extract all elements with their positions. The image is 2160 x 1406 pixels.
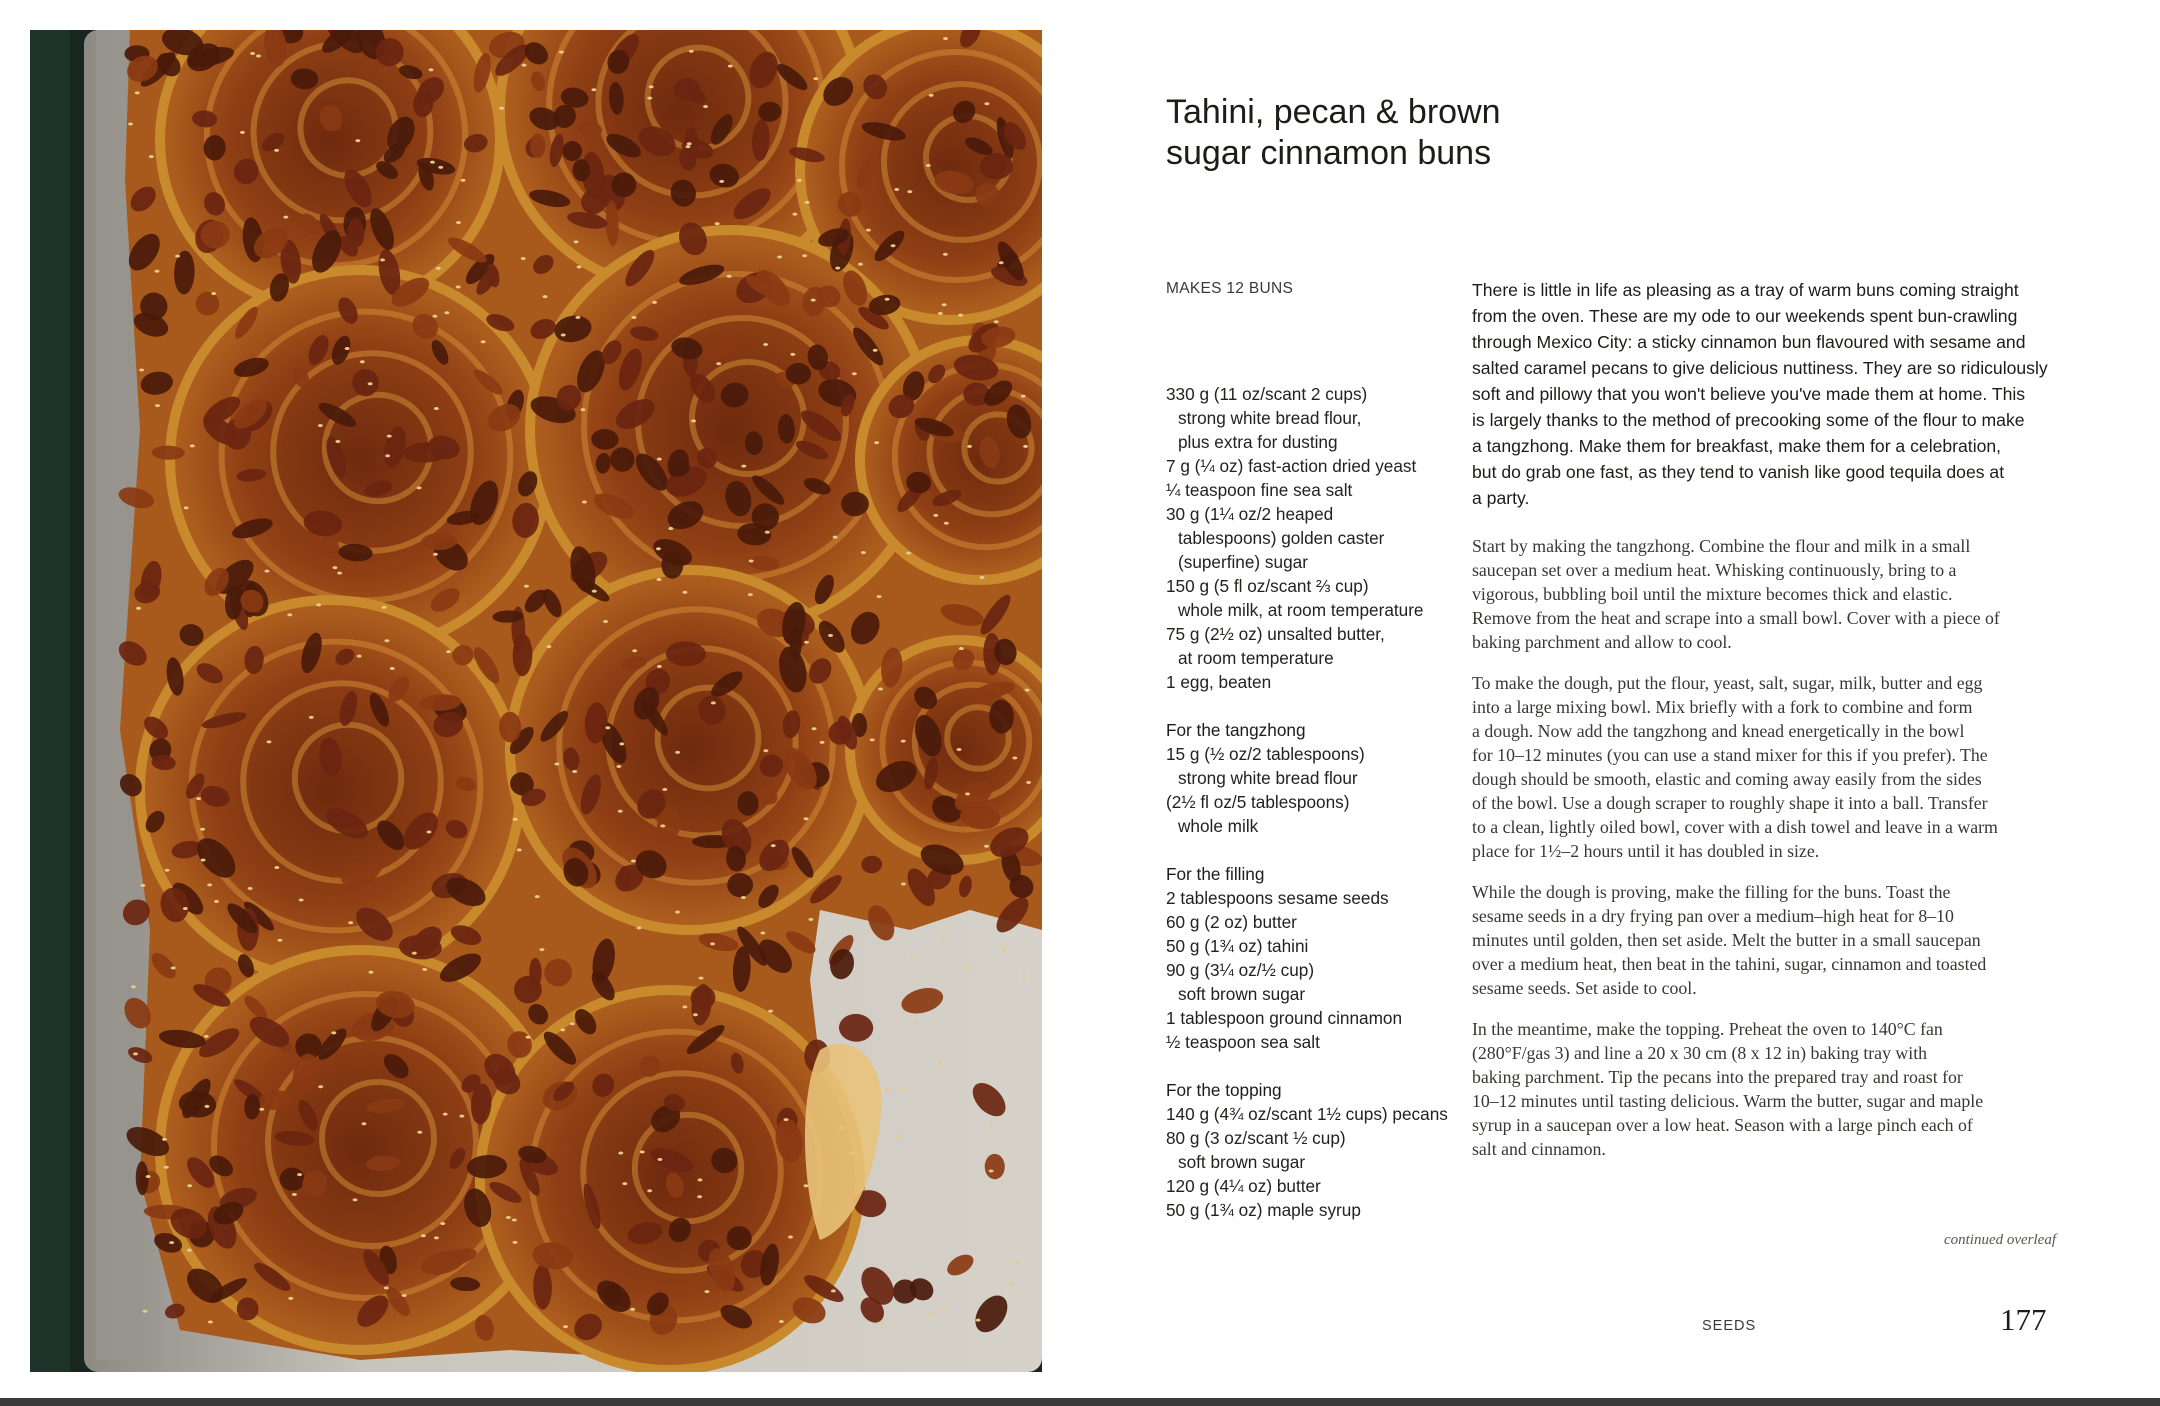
- method-line: to a clean, lightly oiled bowl, cover with a dish towel and leave in a warm: [1472, 817, 1998, 837]
- ingredients-tangzhong: [1166, 718, 1466, 838]
- method-line: salt and cinnamon.: [1472, 1139, 1606, 1159]
- continued-note: continued overleaf: [1943, 1232, 2056, 1248]
- page-number: 177: [2000, 1302, 2047, 1337]
- method-paragraph: [1472, 671, 2062, 863]
- section-label: SEEDS: [1702, 1318, 1757, 1334]
- ingredient-line: 1 egg, beaten: [1166, 672, 1272, 692]
- ingredient-line: ½ teaspoon sea salt: [1166, 1032, 1320, 1052]
- ingredient-line: soft brown sugar: [1178, 1152, 1306, 1172]
- tangzhong-heading: For the tangzhong: [1166, 720, 1306, 740]
- method-line: baking parchment and allow to cool.: [1472, 632, 1732, 652]
- cinnamon-buns-illustration: [30, 30, 1042, 1372]
- ingredient-line: 50 g (1¾ oz) tahini: [1166, 936, 1309, 956]
- method-line: over a medium heat, then beat in the tahini, sugar, cinnamon and toasted: [1472, 954, 1987, 974]
- ingredients-dough: [1166, 382, 1466, 694]
- ingredient-line: 75 g (2½ oz) unsalted butter,: [1166, 624, 1385, 644]
- method-line: While the dough is proving, make the filling for the buns. Toast the: [1472, 882, 1951, 902]
- ingredient-line: ¼ teaspoon fine sea salt: [1166, 480, 1353, 500]
- ingredient-line: strong white bread flour: [1178, 768, 1358, 788]
- ingredient-line: 1 tablespoon ground cinnamon: [1166, 1008, 1403, 1028]
- method-line: 10–12 minutes until tasting delicious. Warm the butter, sugar and maple: [1472, 1091, 1984, 1111]
- method-line: Remove from the heat and scrape into a small bowl. Cover with a piece of: [1472, 608, 2000, 628]
- ingredients-filling: [1166, 862, 1466, 1054]
- method-line: minutes until golden, then set aside. Melt the butter in a small saucepan: [1472, 930, 1981, 950]
- ingredient-line: 80 g (3 oz/scant ½ cup): [1166, 1128, 1346, 1148]
- ingredient-line: plus extra for dusting: [1178, 432, 1338, 452]
- method-line: dough should be smooth, elastic and coming away easily from the sides: [1472, 769, 1982, 789]
- intro-line: is largely thanks to the method of precooking some of the flour to make: [1472, 410, 2025, 430]
- method-line: sesame seeds. Set aside to cool.: [1472, 978, 1697, 998]
- intro-line: salted caramel pecans to give delicious nuttiness. They are so ridiculously: [1472, 358, 2048, 378]
- ingredient-line: 7 g (¼ oz) fast-action dried yeast: [1166, 456, 1417, 476]
- ingredient-line: 150 g (5 fl oz/scant ⅔ cup): [1166, 576, 1369, 596]
- ingredient-line: at room temperature: [1178, 648, 1334, 668]
- method-line: syrup in a saucepan over a low heat. Season with a large pinch each of: [1472, 1115, 1973, 1135]
- method-line: To make the dough, put the flour, yeast, salt, sugar, milk, butter and egg: [1472, 673, 1983, 693]
- ingredient-line: soft brown sugar: [1178, 984, 1306, 1004]
- intro-line: a party.: [1472, 488, 1530, 508]
- method-line: Start by making the tangzhong. Combine the flour and milk in a small: [1472, 536, 1971, 556]
- ingredient-line: whole milk: [1178, 816, 1259, 836]
- ingredient-line: 60 g (2 oz) butter: [1166, 912, 1297, 932]
- method-paragraph: [1472, 1017, 2062, 1161]
- recipe-intro: [1472, 277, 2062, 511]
- method-line: baking parchment. Tip the pecans into the prepared tray and roast for: [1472, 1067, 1963, 1087]
- method-paragraph: [1472, 880, 2062, 1000]
- ingredient-line: strong white bread flour,: [1178, 408, 1362, 428]
- ingredient-line: 140 g (4¾ oz/scant 1½ cups) pecans: [1166, 1104, 1448, 1124]
- method-paragraph: [1472, 534, 2062, 654]
- title-line-1: Tahini, pecan & brown: [1166, 93, 1501, 131]
- method-line: vigorous, bubbling boil until the mixture becomes thick and elastic.: [1472, 584, 1953, 604]
- method-line: (280°F/gas 3) and line a 20 x 30 cm (8 x 12 in) baking tray with: [1472, 1043, 1928, 1063]
- ingredient-line: 30 g (1¼ oz/2 heaped: [1166, 504, 1334, 524]
- filling-heading: For the filling: [1166, 864, 1265, 884]
- yield-label: MAKES 12 BUNS: [1166, 280, 1294, 297]
- intro-line: through Mexico City: a sticky cinnamon bun flavoured with sesame and: [1472, 332, 2026, 352]
- method-line: for 10–12 minutes (you can use a stand mixer for this if you prefer). The: [1472, 745, 1988, 765]
- ingredient-line: 2 tablespoons sesame seeds: [1166, 888, 1389, 908]
- recipe-method: [1472, 534, 2062, 1178]
- method-line: In the meantime, make the topping. Preheat the oven to 140°C fan: [1472, 1019, 1943, 1039]
- recipe-title: [1166, 92, 1766, 174]
- page-bottom-edge: [0, 1398, 2160, 1406]
- intro-line: from the oven. These are my ode to our weekends spent bun-crawling: [1472, 306, 2018, 326]
- method-line: a dough. Now add the tangzhong and knead energetically in the bowl: [1472, 721, 1965, 741]
- ingredient-line: 120 g (4¼ oz) butter: [1166, 1176, 1321, 1196]
- intro-line: soft and pillowy that you won't believe you've made them at home. This: [1472, 384, 2026, 404]
- intro-line: There is little in life as pleasing as a tray of warm buns coming straight: [1472, 280, 2019, 300]
- ingredient-line: 90 g (3¼ oz/½ cup): [1166, 960, 1315, 980]
- intro-line: but do grab one fast, as they tend to vanish like good tequila does at: [1472, 462, 2005, 482]
- ingredients-list: [1166, 382, 1466, 1246]
- ingredient-line: (2½ fl oz/5 tablespoons): [1166, 792, 1350, 812]
- ingredient-line: tablespoons) golden caster: [1178, 528, 1385, 548]
- ingredients-topping: [1166, 1078, 1466, 1222]
- method-line: into a large mixing bowl. Mix briefly with a fork to combine and form: [1472, 697, 1973, 717]
- method-line: place for 1½–2 hours until it has doubled in size.: [1472, 841, 1820, 861]
- ingredient-line: whole milk, at room temperature: [1178, 600, 1424, 620]
- intro-line: a tangzhong. Make them for breakfast, make them for a celebration,: [1472, 436, 2002, 456]
- topping-heading: For the topping: [1166, 1080, 1282, 1100]
- method-line: saucepan set over a medium heat. Whisking continuously, bring to a: [1472, 560, 1957, 580]
- ingredient-line: 330 g (11 oz/scant 2 cups): [1166, 384, 1368, 404]
- ingredient-line: (superfine) sugar: [1178, 552, 1308, 572]
- ingredient-line: 50 g (1¾ oz) maple syrup: [1166, 1200, 1361, 1220]
- title-line-2: sugar cinnamon buns: [1166, 134, 1492, 172]
- ingredient-line: 15 g (½ oz/2 tablespoons): [1166, 744, 1365, 764]
- method-line: sesame seeds in a dry frying pan over a medium–high heat for 8–10: [1472, 906, 1954, 926]
- cinnamon-buns-photo: [30, 30, 1042, 1372]
- method-line: of the bowl. Use a dough scraper to roughly shape it into a ball. Transfer: [1472, 793, 1988, 813]
